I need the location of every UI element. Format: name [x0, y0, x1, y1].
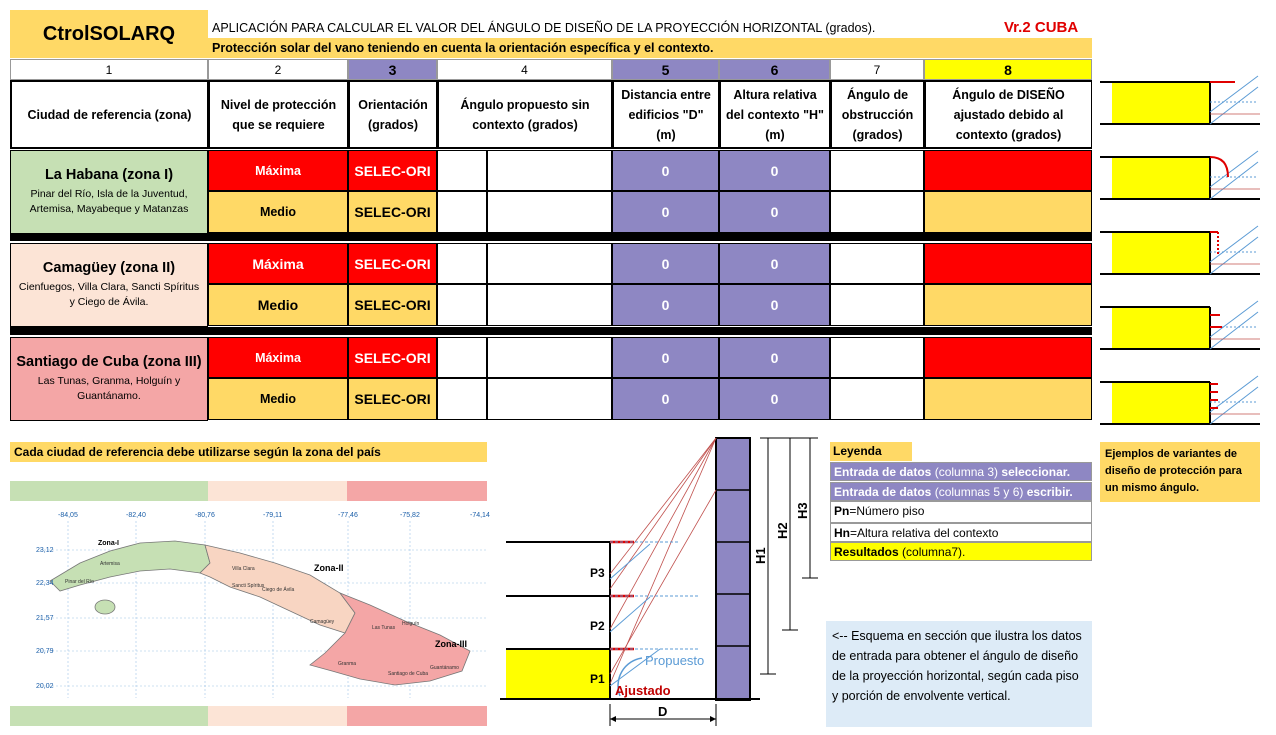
design-angle — [924, 337, 1092, 378]
column-header: Altura relativa del contexto "H" (m) — [719, 80, 830, 149]
orientation-value — [437, 284, 487, 326]
example-icon — [1100, 147, 1260, 207]
map-town-label: Holguín — [402, 621, 420, 627]
map-zone-label-3: Zona-III — [435, 639, 467, 649]
proposed-angle — [487, 150, 612, 191]
proposed-angle — [487, 243, 612, 284]
lon-tick: -75,82 — [400, 512, 420, 519]
lon-tick: -82,40 — [126, 512, 146, 519]
map-town-label: Pinar del Río — [65, 579, 94, 585]
zone-name: Camagüey (zona II) — [42, 260, 176, 276]
map-town-label: Camagüey — [310, 619, 335, 625]
map-note: Cada ciudad de referencia debe utilizarse según la zona del país — [14, 445, 381, 459]
zone-provinces: Pinar del Río, Isla de la Juventud, Artemisa, Mayabeque y Matanzas — [29, 188, 189, 215]
example-icon — [1100, 222, 1260, 282]
lon-tick: -84,05 — [58, 512, 78, 519]
column-number: 5 — [612, 59, 719, 80]
floor-label-p3: P3 — [590, 566, 605, 580]
proposed-angle — [487, 191, 612, 233]
lat-tick: 23,12 — [36, 547, 54, 554]
map-town-label: Villa Clara — [232, 566, 255, 572]
distance-input[interactable]: 0 — [612, 150, 719, 191]
obstruction-angle — [830, 150, 924, 191]
column-number: 7 — [830, 59, 924, 80]
zone-cell — [10, 150, 208, 234]
zone-name: La Habana (zona I) — [44, 167, 174, 183]
orientation-select[interactable]: SELEC-ORI — [348, 378, 437, 420]
obstruction-angle — [830, 191, 924, 233]
obstruction-angle — [830, 284, 924, 326]
map-zone-label-1: Zona-I — [98, 540, 119, 547]
height-input[interactable]: 0 — [719, 150, 830, 191]
orientation-value — [437, 150, 487, 191]
column-number: 2 — [208, 59, 348, 80]
context-building — [716, 438, 750, 700]
distance-input[interactable]: 0 — [612, 337, 719, 378]
examples-note: Ejemplos de variantes de diseño de protección para un mismo ángulo. — [1105, 448, 1242, 494]
protection-level: Máxima — [208, 337, 348, 378]
legend-row: Hn=Altura relativa del contexto — [830, 523, 1092, 542]
distance-input[interactable]: 0 — [612, 378, 719, 420]
height-label-h3: H3 — [795, 502, 810, 519]
example-icon — [1100, 372, 1260, 432]
column-header: Orientación (grados) — [348, 80, 437, 149]
protection-level: Máxima — [208, 150, 348, 191]
column-header: Nivel de protección que se requiere — [208, 80, 348, 149]
protection-example-1 — [1100, 72, 1260, 132]
orientation-value — [437, 378, 487, 420]
zone-cell — [10, 337, 208, 421]
design-angle — [924, 284, 1092, 326]
height-label-h2: H2 — [775, 522, 790, 539]
height-input[interactable]: 0 — [719, 378, 830, 420]
proposed-angle — [487, 378, 612, 420]
obstruction-angle — [830, 243, 924, 284]
proposed-label: Propuesto — [645, 653, 705, 668]
map-lon-ticks — [58, 512, 490, 519]
column-header: Distancia entre edificios "D" (m) — [612, 80, 719, 149]
header-line1: APLICACIÓN PARA CALCULAR EL VALOR DEL ÁNGULO DE DISEÑO DE LA PROYECCIÓN HORIZONTAL (grados). — [212, 21, 876, 35]
map-town-label: Granma — [338, 661, 357, 667]
column-number: 4 — [437, 59, 612, 80]
legend-row: Entrada de datos (columna 3) seleccionar. — [830, 462, 1092, 481]
version-label: Vr.2 CUBA — [1004, 19, 1079, 36]
cuba-map — [10, 503, 490, 703]
design-angle — [924, 191, 1092, 233]
column-header: Ciudad de referencia (zona) — [10, 80, 208, 149]
proposed-angle — [487, 337, 612, 378]
column-header: Ángulo de DISEÑO ajustado debido al contexto (grados) — [924, 80, 1092, 149]
proposed-angle — [487, 284, 612, 326]
design-angle — [924, 378, 1092, 420]
orientation-select[interactable]: SELEC-ORI — [348, 337, 437, 378]
lon-tick: -74,14 — [470, 512, 490, 519]
map-town-label: Guantánamo — [430, 665, 459, 671]
orientation-value — [437, 243, 487, 284]
lon-tick: -79,11 — [263, 512, 283, 519]
protection-example-5 — [1100, 372, 1260, 432]
examples-note-box — [1100, 442, 1260, 502]
cuba-map-svg — [10, 503, 490, 703]
height-input[interactable]: 0 — [719, 284, 830, 326]
zone-provinces: Las Tunas, Granma, Holguín y Guantánamo. — [37, 375, 181, 402]
column-header: Ángulo propuesto sin contexto (grados) — [437, 80, 612, 149]
obstruction-angle — [830, 378, 924, 420]
map-zone-label-2: Zona-II — [314, 563, 344, 573]
example-icon — [1100, 72, 1260, 132]
protection-level: Medio — [208, 284, 348, 326]
orientation-value — [437, 337, 487, 378]
lat-tick: 22,34 — [36, 580, 54, 587]
column-number: 3 — [348, 59, 437, 80]
column-number: 8 — [924, 59, 1092, 80]
protection-example-4 — [1100, 297, 1260, 357]
protection-example-3 — [1100, 222, 1260, 282]
distance-input[interactable]: 0 — [612, 191, 719, 233]
lon-tick: -77,46 — [338, 512, 358, 519]
obstruction-angle — [830, 337, 924, 378]
orientation-select[interactable]: SELEC-ORI — [348, 191, 437, 233]
legend-row: Entrada de datos (columnas 5 y 6) escribir. — [830, 482, 1092, 501]
map-lat-ticks — [36, 547, 54, 690]
distance-input[interactable]: 0 — [612, 243, 719, 284]
section-svg — [500, 434, 820, 730]
orientation-select[interactable]: SELEC-ORI — [348, 284, 437, 326]
lon-tick: -80,76 — [195, 512, 215, 519]
map-town-label: Santiago de Cuba — [388, 671, 429, 677]
column-number: 1 — [10, 59, 208, 80]
zone-name: Santiago de Cuba (zona III) — [16, 354, 202, 370]
map-town-label: Ciego de Ávila — [262, 587, 295, 593]
app-title-box — [10, 10, 208, 58]
legend-title: Leyenda — [830, 442, 912, 461]
design-angle — [924, 243, 1092, 284]
height-input[interactable]: 0 — [719, 243, 830, 284]
map-zone-strip-top — [10, 481, 487, 501]
map-zone-strip-bottom — [10, 706, 487, 726]
legend-row: Resultados (columna7). — [830, 542, 1092, 561]
zone-separator — [10, 327, 1092, 335]
protection-level: Medio — [208, 378, 348, 420]
floor-label-p2: P2 — [590, 619, 605, 633]
zone-provinces: Cienfuegos, Villa Clara, Sancti Spíritus y Ciego de Ávila. — [18, 281, 200, 308]
app-title: CtrolSOLARQ — [42, 22, 176, 45]
distance-input[interactable]: 0 — [612, 284, 719, 326]
zone-cell — [10, 243, 208, 327]
orientation-select[interactable]: SELEC-ORI — [348, 243, 437, 284]
protection-example-2 — [1100, 147, 1260, 207]
section-diagram — [500, 434, 820, 730]
schema-note — [826, 621, 1092, 727]
height-input[interactable]: 0 — [719, 337, 830, 378]
protection-level: Máxima — [208, 243, 348, 284]
map-town-label: Las Tunas — [372, 625, 396, 631]
orientation-select[interactable]: SELEC-ORI — [348, 150, 437, 191]
protection-level: Medio — [208, 191, 348, 233]
design-angle — [924, 150, 1092, 191]
lat-tick: 20,02 — [36, 683, 54, 690]
orientation-value — [437, 191, 487, 233]
lat-tick: 20,79 — [36, 648, 54, 655]
distance-label: D — [658, 704, 668, 719]
example-icon — [1100, 297, 1260, 357]
column-number: 6 — [719, 59, 830, 80]
map-town-label: Artemisa — [100, 561, 120, 567]
height-input[interactable]: 0 — [719, 191, 830, 233]
column-header: Ángulo de obstrucción (grados) — [830, 80, 924, 149]
isla-juventud — [95, 600, 115, 614]
legend-row: Pn=Número piso — [830, 501, 1092, 523]
floor-label-p1: P1 — [590, 672, 605, 686]
zone-separator — [10, 233, 1092, 241]
adjusted-label: Ajustado — [615, 683, 671, 698]
height-label-h1: H1 — [753, 547, 768, 564]
lat-tick: 21,57 — [36, 615, 54, 622]
schema-note-text: <-- Esquema en sección que ilustra los datos de entrada para obtener el ángulo de diseño de la proyección horizontal, según cada piso y porción de envolvente vertical. — [832, 629, 1082, 703]
map-town-label: Sancti Spíritus — [232, 583, 265, 589]
header-line2: Protección solar del vano teniendo en cuenta la orientación específica y el contexto. — [212, 41, 714, 55]
